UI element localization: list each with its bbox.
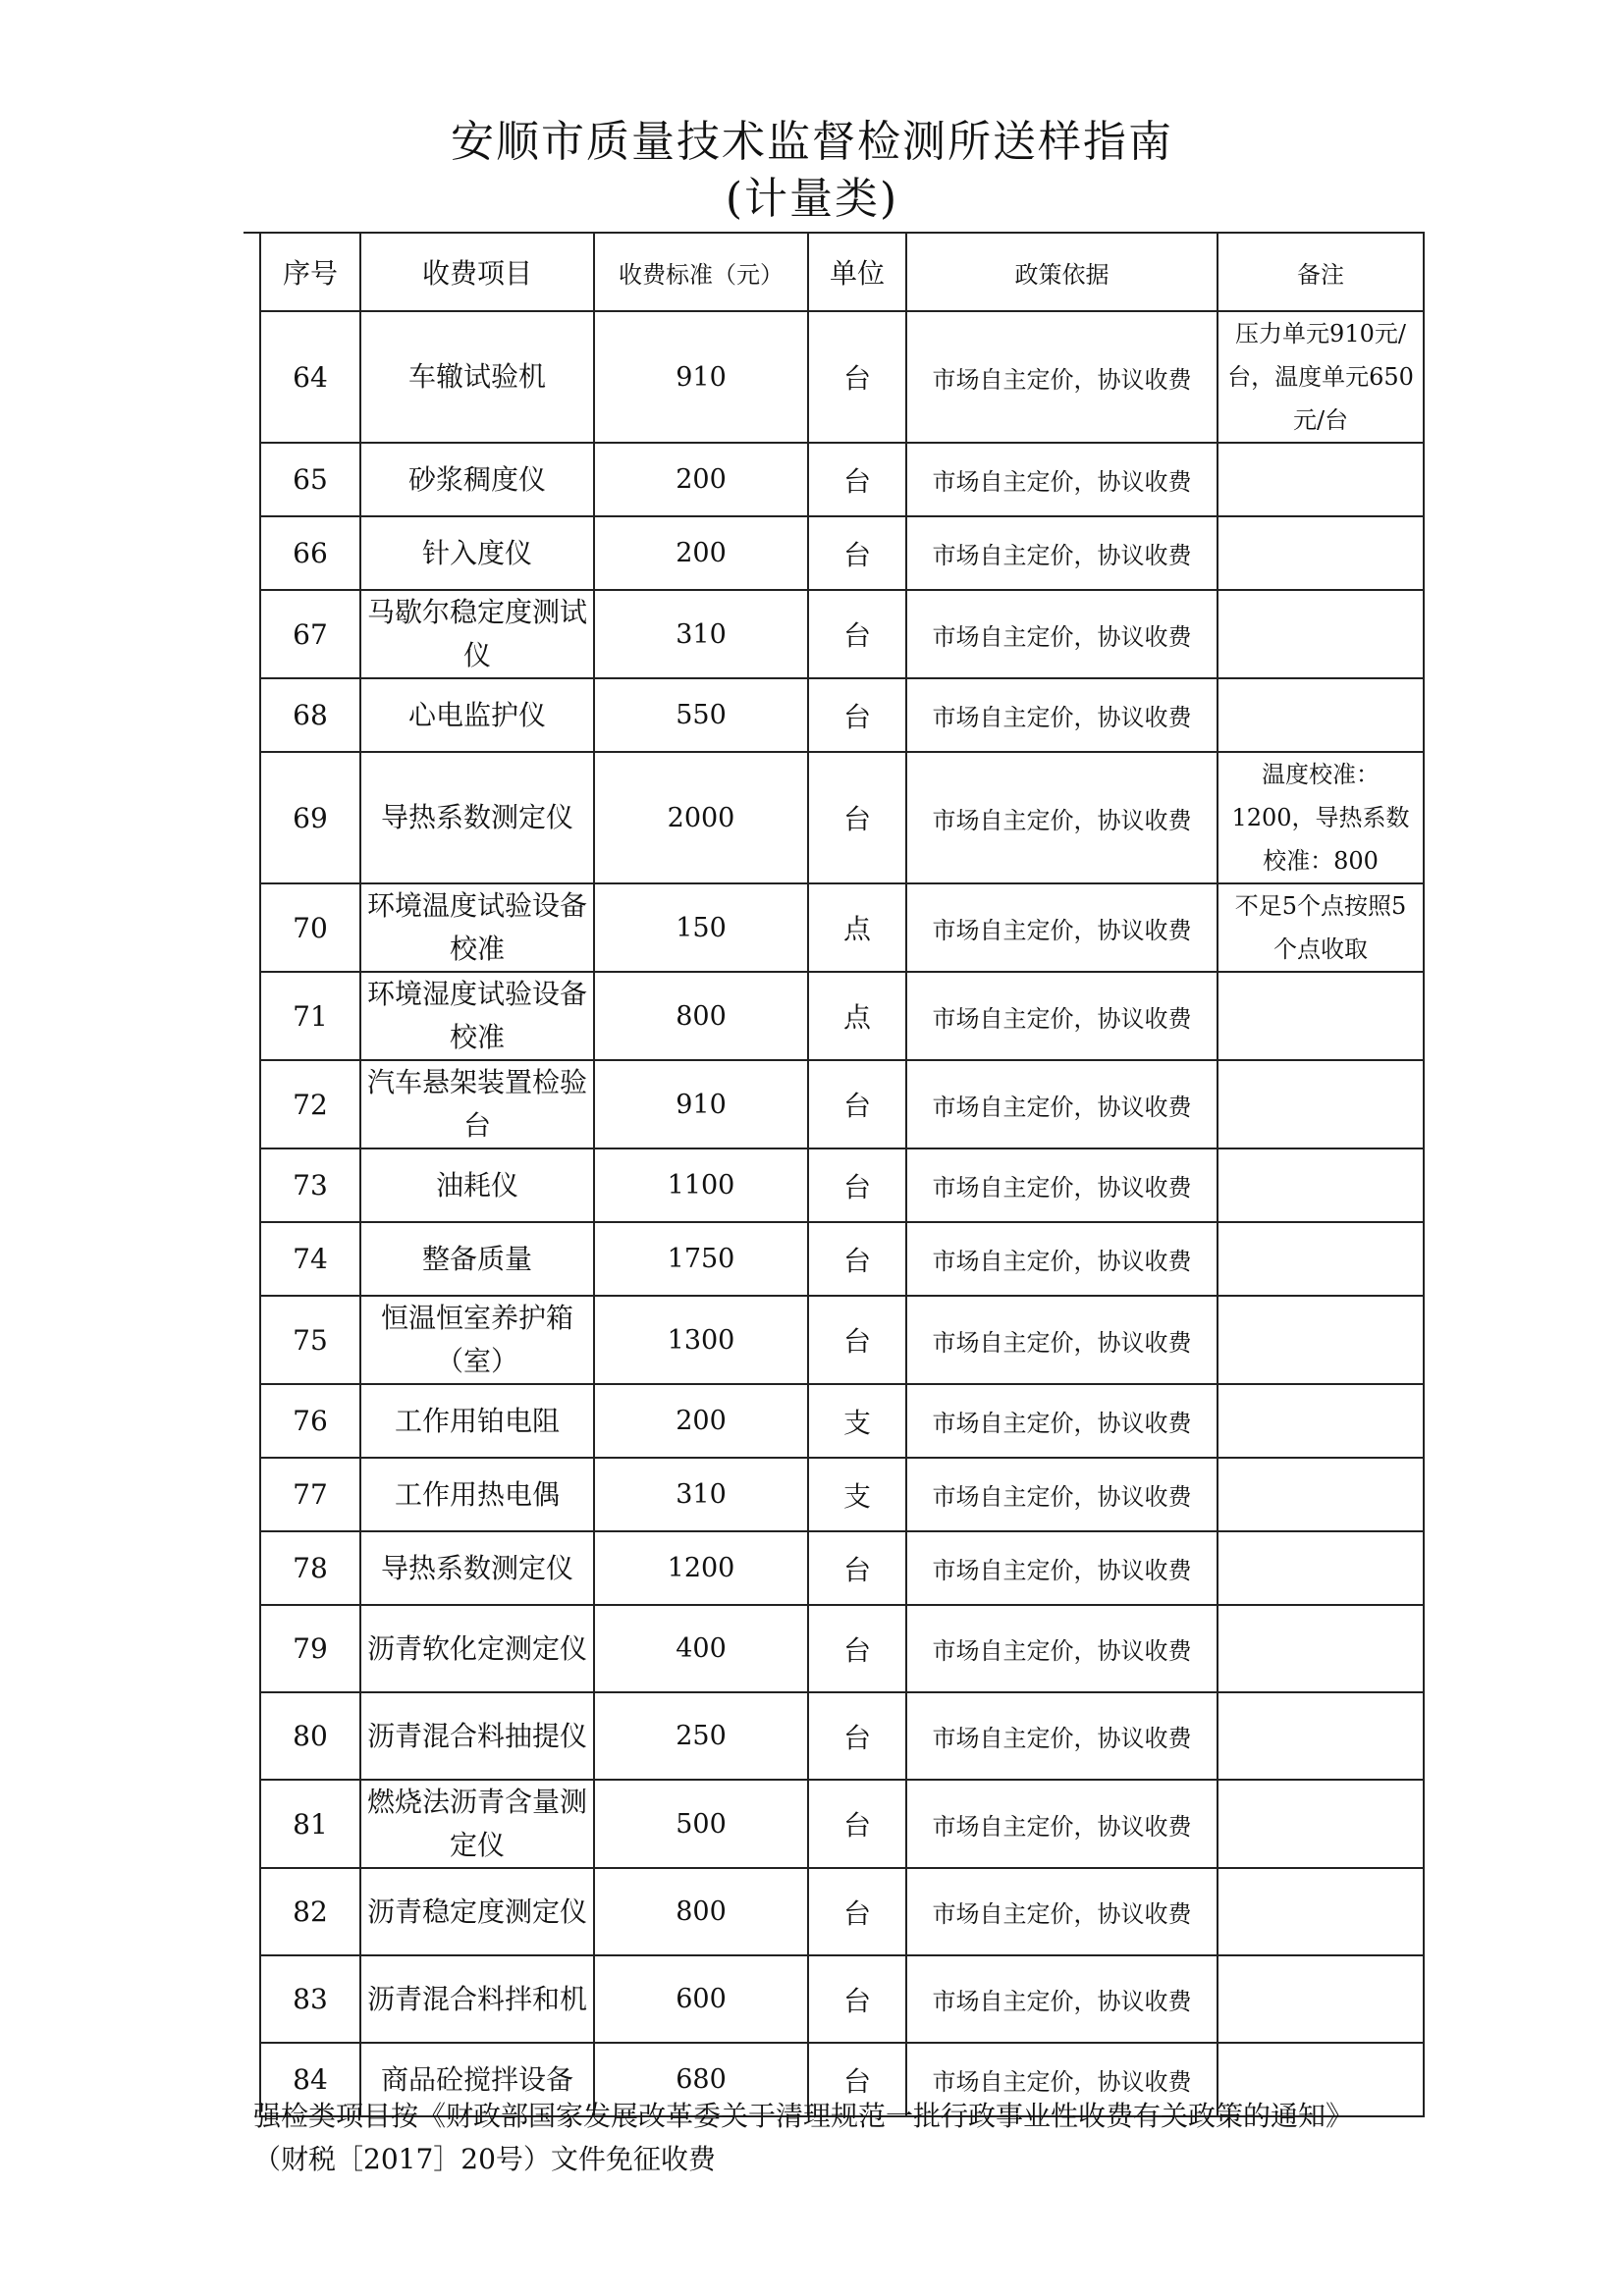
header-item: 收费项目: [360, 233, 594, 311]
cell-unit: 台: [808, 1148, 906, 1222]
cell-item-name: 心电监护仪: [360, 678, 594, 752]
cell-policy: 市场自主定价，协议收费: [906, 590, 1218, 678]
cell-item-name: 油耗仪: [360, 1148, 594, 1222]
cell-item-name: 恒温恒室养护箱（室）: [360, 1296, 594, 1384]
cell-item-name: 沥青混合料抽提仪: [360, 1692, 594, 1780]
cell-item-name: 环境温度试验设备校准: [360, 883, 594, 972]
cell-remark: [1218, 1692, 1424, 1780]
cell-policy: 市场自主定价，协议收费: [906, 516, 1218, 590]
cell-unit: 台: [808, 752, 906, 883]
table-row: [260, 752, 1424, 883]
table-row: [260, 1780, 1424, 1868]
cell-fee: 400: [594, 1605, 808, 1692]
cell-remark: 不足5个点按照5个点收取: [1218, 883, 1424, 972]
cell-fee: 1750: [594, 1222, 808, 1296]
cell-policy: 市场自主定价，协议收费: [906, 1384, 1218, 1458]
cell-fee: 200: [594, 443, 808, 516]
cell-remark: 压力单元910元/台，温度单元650元/台: [1218, 311, 1424, 443]
cell-unit: 支: [808, 1458, 906, 1531]
cell-policy: 市场自主定价，协议收费: [906, 883, 1218, 972]
cell-unit: 支: [808, 1384, 906, 1458]
cell-unit: 台: [808, 590, 906, 678]
cell-no: 75: [260, 1296, 360, 1384]
cell-item-name: 燃烧法沥青含量测定仪: [360, 1780, 594, 1868]
footer-note-line1: 强检类项目按《财政部国家发展改革委关于清理规范一批行政事业性收费有关政策的通知》: [253, 2100, 1354, 2132]
cell-policy: 市场自主定价，协议收费: [906, 1780, 1218, 1868]
cell-item-name: 汽车悬架装置检验台: [360, 1060, 594, 1148]
cell-fee: 910: [594, 311, 808, 443]
cell-no: 70: [260, 883, 360, 972]
cell-fee: 680: [594, 2043, 808, 2116]
cell-remark: [1218, 972, 1424, 1060]
cell-item-name: 整备质量: [360, 1222, 594, 1296]
cell-no: 69: [260, 752, 360, 883]
cell-no: 78: [260, 1531, 360, 1605]
cell-unit: 台: [808, 1605, 906, 1692]
cell-policy: 市场自主定价，协议收费: [906, 1296, 1218, 1384]
cell-policy: 市场自主定价，协议收费: [906, 1531, 1218, 1605]
cell-remark: [1218, 1296, 1424, 1384]
cell-fee: 500: [594, 1780, 808, 1868]
cell-no: 65: [260, 443, 360, 516]
cell-no: 82: [260, 1868, 360, 1955]
cell-unit: 台: [808, 1060, 906, 1148]
cell-item-name: 沥青软化定测定仪: [360, 1605, 594, 1692]
cell-remark: [1218, 1148, 1424, 1222]
cell-unit: 台: [808, 1222, 906, 1296]
cell-no: 74: [260, 1222, 360, 1296]
table-row: [260, 516, 1424, 590]
cell-fee: 1200: [594, 1531, 808, 1605]
cell-fee: 2000: [594, 752, 808, 883]
cell-no: 71: [260, 972, 360, 1060]
cell-no: 79: [260, 1605, 360, 1692]
cell-unit: 台: [808, 1531, 906, 1605]
cell-fee: 310: [594, 590, 808, 678]
table-row: [260, 1458, 1424, 1531]
cell-remark: [1218, 1222, 1424, 1296]
cell-no: 72: [260, 1060, 360, 1148]
fee-table: [259, 232, 1425, 2117]
cell-fee: 250: [594, 1692, 808, 1780]
cell-fee: 1300: [594, 1296, 808, 1384]
cell-remark: 温度校准：1200，导热系数校准：800: [1218, 752, 1424, 883]
table-row: [260, 678, 1424, 752]
table-row: [260, 1148, 1424, 1222]
cell-unit: 台: [808, 1955, 906, 2043]
cell-remark: [1218, 590, 1424, 678]
table-row: [260, 1060, 1424, 1148]
table-row: [260, 311, 1424, 443]
cell-fee: 200: [594, 516, 808, 590]
cell-fee: 800: [594, 1868, 808, 1955]
cell-item-name: 环境湿度试验设备校准: [360, 972, 594, 1060]
document-title: 安顺市质量技术监督检测所送样指南: [451, 117, 1173, 167]
cell-item-name: 导热系数测定仪: [360, 1531, 594, 1605]
cell-unit: 台: [808, 1692, 906, 1780]
header-no: 序号: [260, 233, 360, 311]
cell-item-name: 商品砼搅拌设备: [360, 2043, 594, 2116]
cell-item-name: 砂浆稠度仪: [360, 443, 594, 516]
table-header-row: [260, 233, 1424, 311]
header-fee: 收费标准（元）: [594, 233, 808, 311]
cell-policy: 市场自主定价，协议收费: [906, 1148, 1218, 1222]
cell-no: 67: [260, 590, 360, 678]
cell-remark: [1218, 1458, 1424, 1531]
cell-no: 77: [260, 1458, 360, 1531]
header-policy: 政策依据: [906, 233, 1218, 311]
cell-no: 73: [260, 1148, 360, 1222]
cell-item-name: 工作用热电偶: [360, 1458, 594, 1531]
cell-no: 84: [260, 2043, 360, 2116]
cell-unit: 台: [808, 678, 906, 752]
cell-unit: 点: [808, 972, 906, 1060]
table-row: [260, 1296, 1424, 1384]
table-row: [260, 883, 1424, 972]
cell-unit: 台: [808, 443, 906, 516]
cell-policy: 市场自主定价，协议收费: [906, 311, 1218, 443]
cell-policy: 市场自主定价，协议收费: [906, 443, 1218, 516]
cell-unit: 台: [808, 1780, 906, 1868]
cell-remark: [1218, 1955, 1424, 2043]
footer-note-line2: （财税［2017］20号）文件免征收费: [253, 2143, 716, 2175]
cell-item-name: 沥青稳定度测定仪: [360, 1868, 594, 1955]
document-subtitle: (计量类): [725, 174, 899, 224]
cell-item-name: 针入度仪: [360, 516, 594, 590]
cell-remark: [1218, 1531, 1424, 1605]
table-row: [260, 1868, 1424, 1955]
cell-policy: 市场自主定价，协议收费: [906, 972, 1218, 1060]
table-row: [260, 1384, 1424, 1458]
cell-fee: 200: [594, 1384, 808, 1458]
cell-no: 66: [260, 516, 360, 590]
cell-no: 81: [260, 1780, 360, 1868]
cell-remark: [1218, 1868, 1424, 1955]
header-remark: 备注: [1218, 233, 1424, 311]
table-row: [260, 1692, 1424, 1780]
cell-no: 68: [260, 678, 360, 752]
cell-policy: 市场自主定价，协议收费: [906, 1605, 1218, 1692]
cell-item-name: 工作用铂电阻: [360, 1384, 594, 1458]
cell-policy: 市场自主定价，协议收费: [906, 2043, 1218, 2116]
cell-no: 83: [260, 1955, 360, 2043]
cell-remark: [1218, 1384, 1424, 1458]
cell-policy: 市场自主定价，协议收费: [906, 1060, 1218, 1148]
table-row: [260, 590, 1424, 678]
cell-remark: [1218, 1780, 1424, 1868]
table-row: [260, 1955, 1424, 2043]
cell-item-name: 沥青混合料拌和机: [360, 1955, 594, 2043]
cell-unit: 台: [808, 1868, 906, 1955]
cell-unit: 台: [808, 2043, 906, 2116]
cell-policy: 市场自主定价，协议收费: [906, 1955, 1218, 2043]
cell-fee: 550: [594, 678, 808, 752]
cell-remark: [1218, 1605, 1424, 1692]
cell-fee: 310: [594, 1458, 808, 1531]
cell-unit: 台: [808, 1296, 906, 1384]
cell-no: 76: [260, 1384, 360, 1458]
cell-item-name: 导热系数测定仪: [360, 752, 594, 883]
cell-remark: [1218, 678, 1424, 752]
cell-remark: [1218, 443, 1424, 516]
cell-policy: 市场自主定价，协议收费: [906, 1692, 1218, 1780]
cell-policy: 市场自主定价，协议收费: [906, 1868, 1218, 1955]
cell-no: 64: [260, 311, 360, 443]
cell-policy: 市场自主定价，协议收费: [906, 678, 1218, 752]
cell-no: 80: [260, 1692, 360, 1780]
cell-fee: 800: [594, 972, 808, 1060]
cell-unit: 台: [808, 311, 906, 443]
cell-fee: 150: [594, 883, 808, 972]
cell-item-name: 马歇尔稳定度测试仪: [360, 590, 594, 678]
table-row: [260, 1222, 1424, 1296]
cell-policy: 市场自主定价，协议收费: [906, 1222, 1218, 1296]
cell-unit: 台: [808, 516, 906, 590]
cell-unit: 点: [808, 883, 906, 972]
table-row: [260, 1531, 1424, 1605]
cell-policy: 市场自主定价，协议收费: [906, 752, 1218, 883]
table-row: [260, 1605, 1424, 1692]
table-row: [260, 972, 1424, 1060]
cell-policy: 市场自主定价，协议收费: [906, 1458, 1218, 1531]
cell-fee: 1100: [594, 1148, 808, 1222]
cell-remark: [1218, 1060, 1424, 1148]
cell-fee: 600: [594, 1955, 808, 2043]
cell-item-name: 车辙试验机: [360, 311, 594, 443]
header-unit: 单位: [808, 233, 906, 311]
table-row: [260, 443, 1424, 516]
cell-remark: [1218, 516, 1424, 590]
cell-fee: 910: [594, 1060, 808, 1148]
